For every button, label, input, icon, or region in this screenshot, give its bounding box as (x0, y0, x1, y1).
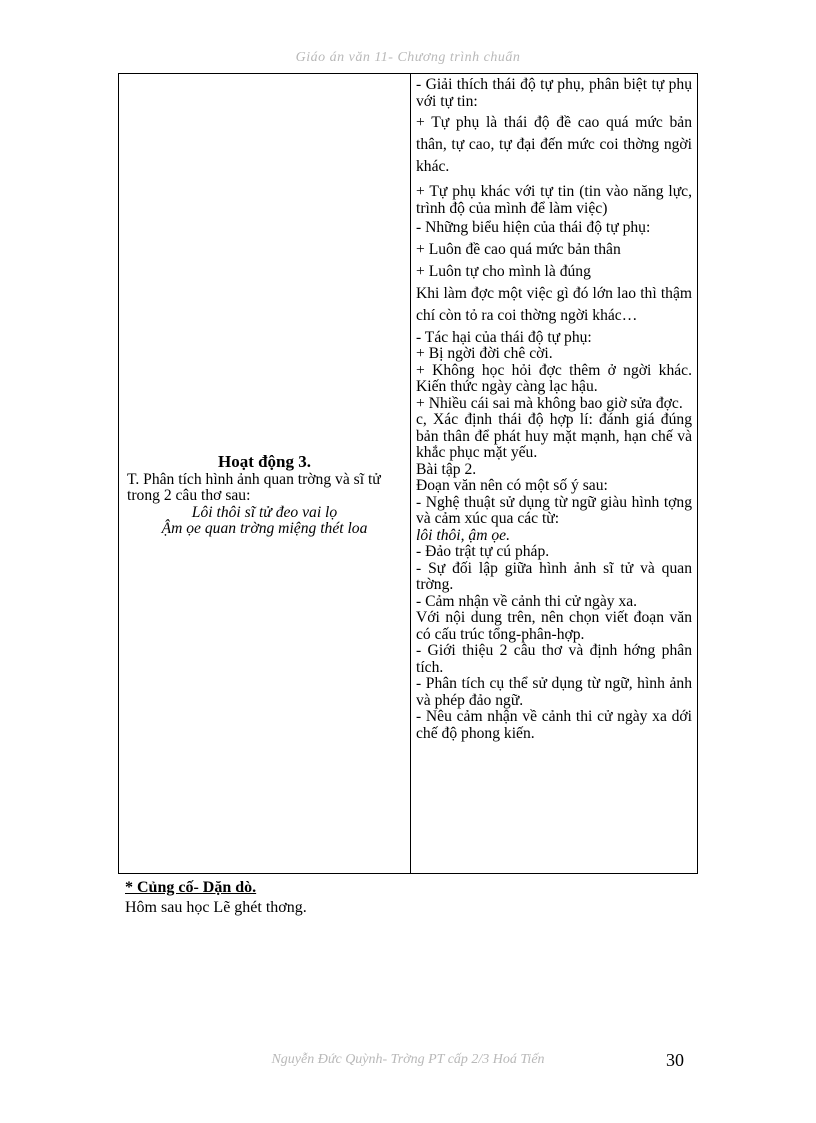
content-column (411, 74, 697, 873)
poem-line-2: Ậm ọe quan trờng miệng thét loa (161, 520, 368, 537)
homework-note: Hôm sau học Lẽ ghét thơng. (125, 899, 307, 916)
teacher-activity-column (119, 74, 411, 873)
content-line: c, Xác định thái độ hợp lí: đánh giá đúng bản thân để phát huy mặt mạnh, hạn chế và khắc phục mặt yếu. (416, 411, 692, 461)
content-line: - Nghệ thuật sử dụng từ ngữ giàu hình tợng và cảm xúc qua các từ: (416, 493, 692, 527)
consolidation-heading: * Củng cố- Dặn dò. (125, 879, 257, 896)
content-line: - Tác hại của thái độ tự phụ: (416, 328, 592, 346)
content-line: + Bị ngời đời chê cời. (416, 345, 553, 362)
page-header: Giáo án văn 11- Chương trình chuẩn (295, 50, 521, 65)
page-footer: Nguyễn Đức Quỳnh- Trờng PT cấp 2/3 Hoá Tiến (271, 1052, 545, 1067)
content-line: - Nêu cảm nhận về cảnh thi cử ngày xa dới chế độ phong kiến. (416, 708, 692, 742)
content-line: + Tự phụ là thái độ đề cao quá mức bản thân, tự cao, tự đại đến mức coi thờng ngời khác. (416, 114, 692, 175)
content-line: - Phân tích cụ thể sử dụng từ ngữ, hình ảnh và phép đảo ngữ. (416, 675, 692, 709)
content-line: - Giải thích thái độ tự phụ, phân biệt tự phụ với tự tin: (416, 76, 692, 110)
activity-title: Hoạt động 3. (217, 452, 312, 471)
content-line: - Sự đối lập giữa hình ảnh sĩ tử và quan trờng. (416, 559, 692, 593)
poem-line-1: Lôi thôi sĩ tử đeo vai lọ (191, 503, 338, 521)
content-line: + Không học hỏi đợc thêm ở ngời khác. Kiến thức ngày càng lạc hậu. (416, 361, 692, 395)
lesson-table (118, 73, 698, 874)
activity-description: T. Phân tích hình ảnh quan trờng và sĩ tử trong 2 câu thơ sau: (127, 470, 381, 504)
content-line: - Đảo trật tự cú pháp. (416, 543, 550, 560)
content-line: Với nội dung trên, nên chọn viết đoạn văn có cấu trúc tổng-phân-hợp. (416, 609, 692, 643)
content-line: + Nhiều cái sai mà không bao giờ sửa đợc. (416, 394, 683, 412)
italic-words: lôi thôi, ậm ọe. (416, 526, 510, 544)
content-line: - Những biểu hiện của thái độ tự phụ: (416, 219, 651, 236)
page-number: 30 (666, 1050, 684, 1070)
content-line: Khi làm đợc một việc gì đó lớn lao thì thậm chí còn tỏ ra coi thờng ngời khác… (416, 284, 692, 324)
content-line: - Cảm nhận về cảnh thi cử ngày xa. (416, 592, 638, 610)
content-line: + Luôn tự cho mình là đúng (416, 262, 591, 280)
content-line: Đoạn văn nên có một số ý sau: (416, 477, 608, 494)
content-line: + Luôn đề cao quá mức bản thân (416, 240, 621, 258)
content-line: Bài tập 2. (416, 460, 477, 478)
activity-block (119, 454, 410, 538)
content-line: + Tự phụ khác với tự tin (tin vào năng lực, trình độ của mình để làm việc) (416, 183, 692, 217)
content-line: - Giới thiệu 2 câu thơ và định hớng phân tích. (416, 642, 692, 676)
